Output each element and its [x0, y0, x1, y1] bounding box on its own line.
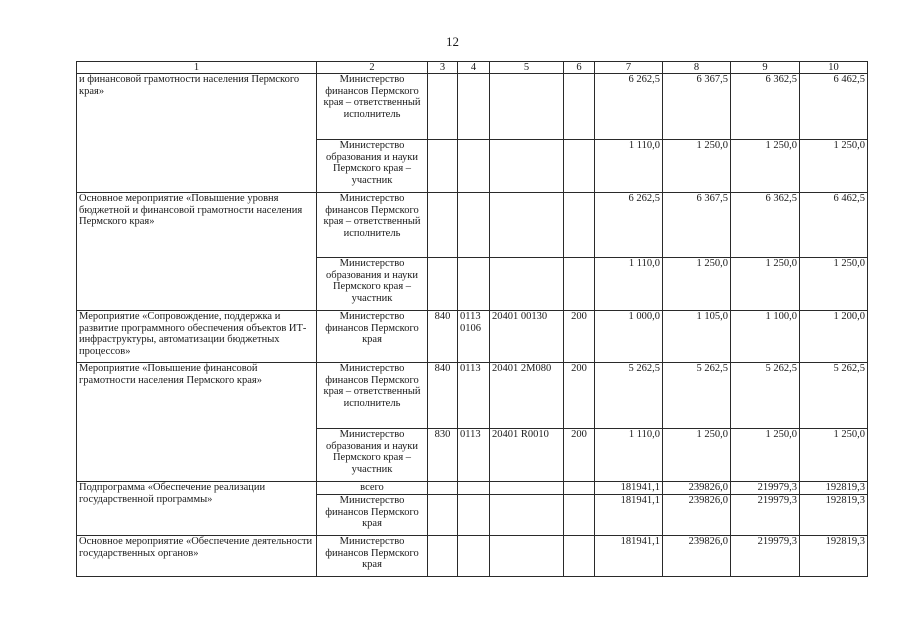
- code-cell: 200: [564, 363, 595, 429]
- value-cell: 1 250,0: [800, 429, 868, 482]
- column-header: 3: [428, 62, 458, 74]
- value-cell: 6 262,5: [595, 74, 663, 140]
- value-cell: 5 262,5: [800, 363, 868, 429]
- code-cell: [490, 258, 564, 311]
- value-cell: 6 367,5: [663, 193, 731, 258]
- value-cell: 239826,0: [663, 495, 731, 536]
- executor-cell: Министерство образования и науки Пермского края – участник: [317, 258, 428, 311]
- value-cell: 1 110,0: [595, 258, 663, 311]
- executor-cell: Министерство образования и науки Пермского края – участник: [317, 429, 428, 482]
- value-cell: 192819,3: [800, 536, 868, 577]
- value-cell: 1 250,0: [800, 258, 868, 311]
- page-number: 12: [446, 34, 459, 49]
- code-cell: [428, 193, 458, 258]
- value-cell: 6 462,5: [800, 193, 868, 258]
- executor-cell: Министерство финансов Пермского края: [317, 311, 428, 363]
- column-header: 8: [663, 62, 731, 74]
- code-cell: [458, 74, 490, 140]
- executor-cell: всего: [317, 482, 428, 495]
- code-cell: 0113: [458, 363, 490, 429]
- value-cell: 219979,3: [731, 536, 800, 577]
- value-cell: 6 462,5: [800, 74, 868, 140]
- value-cell: 1 105,0: [663, 311, 731, 363]
- column-header: 10: [800, 62, 868, 74]
- value-cell: 239826,0: [663, 536, 731, 577]
- table-row: [77, 193, 868, 258]
- value-cell: 1 250,0: [663, 429, 731, 482]
- code-cell: 200: [564, 311, 595, 363]
- code-cell: 200: [564, 429, 595, 482]
- value-cell: 181941,1: [595, 495, 663, 536]
- value-cell: 6 262,5: [595, 193, 663, 258]
- executor-cell: Министерство финансов Пермского края: [317, 536, 428, 577]
- table-row: [77, 311, 868, 363]
- code-cell: [428, 482, 458, 495]
- value-cell: 5 262,5: [663, 363, 731, 429]
- code-cell: [428, 74, 458, 140]
- measure-name-cell: Основное мероприятие «Повышение уровня бюджетной и финансовой грамотности населения Пермского края»: [77, 193, 317, 311]
- code-cell: 830: [428, 429, 458, 482]
- column-header: 7: [595, 62, 663, 74]
- code-cell: [490, 495, 564, 536]
- column-header: 2: [317, 62, 428, 74]
- code-cell: [490, 536, 564, 577]
- value-cell: 1 100,0: [731, 311, 800, 363]
- code-cell: [428, 258, 458, 311]
- value-cell: 181941,1: [595, 536, 663, 577]
- value-cell: 192819,3: [800, 482, 868, 495]
- code-cell: [458, 482, 490, 495]
- measure-name-cell: Основное мероприятие «Обеспечение деятельности государственных органов»: [77, 536, 317, 577]
- column-header: 1: [77, 62, 317, 74]
- value-cell: 6 362,5: [731, 193, 800, 258]
- code-cell: 840: [428, 311, 458, 363]
- code-cell: 20401 2М080: [490, 363, 564, 429]
- measure-name-cell: Мероприятие «Повышение финансовой грамотности населения Пермского края»: [77, 363, 317, 482]
- code-cell: 0113 0106: [458, 311, 490, 363]
- table-row: [77, 536, 868, 577]
- measure-name-cell: и финансовой грамотности населения Пермского края»: [77, 74, 317, 193]
- value-cell: 1 000,0: [595, 311, 663, 363]
- value-cell: 181941,1: [595, 482, 663, 495]
- code-cell: [490, 74, 564, 140]
- value-cell: 1 250,0: [800, 140, 868, 193]
- executor-cell: Министерство образования и науки Пермского края – участник: [317, 140, 428, 193]
- column-header-row: [77, 62, 868, 74]
- value-cell: 5 262,5: [595, 363, 663, 429]
- value-cell: 1 250,0: [731, 429, 800, 482]
- value-cell: 192819,3: [800, 495, 868, 536]
- measure-name-cell: Подпрограмма «Обеспечение реализации государственной программы»: [77, 482, 317, 536]
- code-cell: [490, 482, 564, 495]
- value-cell: 1 250,0: [731, 140, 800, 193]
- measure-name-cell: Мероприятие «Сопровождение, поддержка и развитие программного обеспечения объектов ИТ-инфраструктуры, автоматизации бюджетных процессов»: [77, 311, 317, 363]
- code-cell: 20401 R0010: [490, 429, 564, 482]
- value-cell: 1 250,0: [663, 140, 731, 193]
- code-cell: 0113: [458, 429, 490, 482]
- code-cell: [490, 193, 564, 258]
- code-cell: [564, 482, 595, 495]
- value-cell: 6 362,5: [731, 74, 800, 140]
- executor-cell: Министерство финансов Пермского края – ответственный исполнитель: [317, 363, 428, 429]
- executor-cell: Министерство финансов Пермского края – ответственный исполнитель: [317, 74, 428, 140]
- code-cell: [490, 140, 564, 193]
- value-cell: 1 250,0: [731, 258, 800, 311]
- value-cell: 1 110,0: [595, 429, 663, 482]
- value-cell: 1 110,0: [595, 140, 663, 193]
- code-cell: [564, 74, 595, 140]
- code-cell: [564, 536, 595, 577]
- value-cell: 6 367,5: [663, 74, 731, 140]
- column-header: 5: [490, 62, 564, 74]
- code-cell: [428, 495, 458, 536]
- code-cell: [564, 140, 595, 193]
- code-cell: [564, 495, 595, 536]
- value-cell: 1 250,0: [663, 258, 731, 311]
- executor-cell: Министерство финансов Пермского края: [317, 495, 428, 536]
- code-cell: [564, 193, 595, 258]
- table-row: [77, 363, 868, 429]
- column-header: 6: [564, 62, 595, 74]
- column-header: 4: [458, 62, 490, 74]
- code-cell: [428, 140, 458, 193]
- code-cell: [458, 258, 490, 311]
- value-cell: 1 200,0: [800, 311, 868, 363]
- code-cell: [458, 193, 490, 258]
- code-cell: [564, 258, 595, 311]
- code-cell: 840: [428, 363, 458, 429]
- code-cell: 20401 00130: [490, 311, 564, 363]
- code-cell: [458, 536, 490, 577]
- table-row: [77, 74, 868, 140]
- value-cell: 5 262,5: [731, 363, 800, 429]
- value-cell: 219979,3: [731, 482, 800, 495]
- value-cell: 239826,0: [663, 482, 731, 495]
- executor-cell: Министерство финансов Пермского края – ответственный исполнитель: [317, 193, 428, 258]
- column-header: 9: [731, 62, 800, 74]
- code-cell: [458, 140, 490, 193]
- value-cell: 219979,3: [731, 495, 800, 536]
- code-cell: [458, 495, 490, 536]
- code-cell: [428, 536, 458, 577]
- table-row: [77, 482, 868, 495]
- budget-table: [76, 61, 868, 577]
